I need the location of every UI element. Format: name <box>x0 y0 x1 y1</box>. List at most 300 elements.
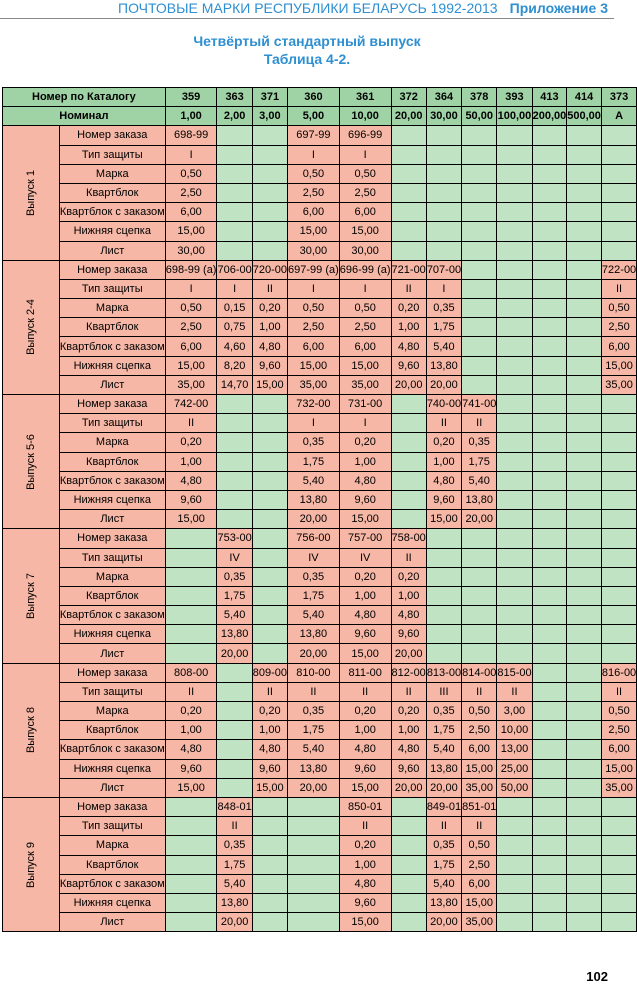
data-cell <box>497 433 532 452</box>
data-cell <box>532 356 567 375</box>
data-cell: 10,00 <box>497 721 532 740</box>
data-cell: I <box>288 145 340 164</box>
data-cell <box>462 164 497 183</box>
data-cell <box>567 299 602 318</box>
data-cell <box>497 356 532 375</box>
data-cell <box>165 586 217 605</box>
data-cell: II <box>601 682 636 701</box>
data-cell <box>532 433 567 452</box>
data-cell <box>426 203 461 222</box>
data-cell: 1,75 <box>288 721 340 740</box>
data-cell: 15,00 <box>601 759 636 778</box>
data-cell <box>497 395 532 414</box>
data-cell: 30,00 <box>339 241 391 260</box>
data-cell <box>601 471 636 490</box>
issue-group-name: Выпуск 1 <box>24 170 37 217</box>
data-cell <box>532 740 567 759</box>
data-cell <box>497 126 532 145</box>
data-cell <box>217 490 252 509</box>
data-cell <box>567 337 602 356</box>
data-cell <box>391 164 426 183</box>
row-label: Квартблок с заказом <box>59 203 165 222</box>
issue-group-name: Выпуск 7 <box>24 572 37 619</box>
table-row <box>3 279 637 298</box>
page-header <box>0 0 614 19</box>
data-cell <box>252 874 287 893</box>
data-cell <box>252 893 287 912</box>
data-cell: 0,50 <box>339 164 391 183</box>
data-cell: 35,00 <box>288 375 340 394</box>
data-cell <box>252 529 287 548</box>
data-cell <box>288 817 340 836</box>
data-cell: 5,40 <box>217 606 252 625</box>
data-cell: 2,50 <box>462 721 497 740</box>
table-row <box>3 893 637 912</box>
table-row <box>3 740 637 759</box>
data-cell <box>497 279 532 298</box>
data-cell: 697-99 (а) <box>288 260 340 279</box>
data-cell: 20,00 <box>288 778 340 797</box>
data-cell <box>567 452 602 471</box>
table-row <box>3 644 637 663</box>
data-cell <box>567 279 602 298</box>
nominal-cell: 3,00 <box>252 107 287 126</box>
data-cell: 0,35 <box>426 702 461 721</box>
data-cell: 35,00 <box>601 375 636 394</box>
data-cell: 0,20 <box>339 702 391 721</box>
data-cell <box>252 414 287 433</box>
data-cell <box>252 490 287 509</box>
data-cell: 9,60 <box>165 490 217 509</box>
table-row <box>3 126 637 145</box>
data-cell: 1,00 <box>165 452 217 471</box>
data-cell <box>532 797 567 816</box>
data-cell: 4,80 <box>339 471 391 490</box>
data-cell <box>217 145 252 164</box>
data-cell <box>391 471 426 490</box>
data-cell <box>165 548 217 567</box>
row-label: Нижняя сцепка <box>59 893 165 912</box>
row-label: Тип защиты <box>59 682 165 701</box>
data-cell: 20,00 <box>391 778 426 797</box>
data-cell <box>462 337 497 356</box>
data-cell <box>601 414 636 433</box>
data-cell <box>601 222 636 241</box>
data-cell <box>391 145 426 164</box>
data-cell <box>497 529 532 548</box>
data-cell <box>601 913 636 932</box>
data-cell <box>497 874 532 893</box>
data-cell <box>532 625 567 644</box>
data-cell: 9,60 <box>391 625 426 644</box>
table-row <box>3 702 637 721</box>
data-cell <box>601 548 636 567</box>
data-cell <box>532 682 567 701</box>
nominal-cell: А <box>601 107 636 126</box>
data-cell: 20,00 <box>217 913 252 932</box>
data-cell: 0,35 <box>288 433 340 452</box>
data-cell <box>462 126 497 145</box>
data-cell: 15,00 <box>252 778 287 797</box>
data-cell <box>567 893 602 912</box>
row-label: Номер заказа <box>59 260 165 279</box>
data-cell: 5,40 <box>288 740 340 759</box>
data-cell: 35,00 <box>601 778 636 797</box>
data-cell: 0,20 <box>252 702 287 721</box>
data-cell <box>426 625 461 644</box>
data-cell <box>532 126 567 145</box>
data-cell: 812-00 <box>391 663 426 682</box>
data-cell: 815-00 <box>497 663 532 682</box>
data-cell <box>601 586 636 605</box>
row-label: Тип защиты <box>59 548 165 567</box>
row-label: Марка <box>59 433 165 452</box>
row-label: Квартблок <box>59 318 165 337</box>
data-cell <box>567 740 602 759</box>
issue-group-label <box>3 663 60 797</box>
data-cell: 698-99 <box>165 126 217 145</box>
data-cell: I <box>288 414 340 433</box>
data-cell: 1,75 <box>217 586 252 605</box>
data-cell <box>165 644 217 663</box>
catalog-number-cell: 413 <box>532 88 567 107</box>
data-cell: 20,00 <box>426 375 461 394</box>
data-cell <box>532 414 567 433</box>
data-cell: 35,00 <box>462 913 497 932</box>
data-cell <box>532 606 567 625</box>
catalog-row <box>3 88 637 107</box>
data-cell <box>532 529 567 548</box>
data-cell <box>567 759 602 778</box>
data-cell: 1,00 <box>252 318 287 337</box>
data-cell: 850-01 <box>339 797 391 816</box>
data-cell <box>532 222 567 241</box>
data-cell <box>252 183 287 202</box>
data-cell: I <box>339 145 391 164</box>
table-row <box>3 606 637 625</box>
data-cell: 706-00 <box>217 260 252 279</box>
data-cell: 753-00 <box>217 529 252 548</box>
table-row <box>3 548 637 567</box>
data-cell: 0,50 <box>462 702 497 721</box>
page-number: 102 <box>586 969 608 984</box>
catalog-number-cell: 361 <box>339 88 391 107</box>
table-row <box>3 375 637 394</box>
data-cell: 1,00 <box>391 721 426 740</box>
data-cell: 50,00 <box>497 778 532 797</box>
issue-group-label <box>3 797 60 931</box>
data-cell <box>462 203 497 222</box>
data-cell <box>165 893 217 912</box>
data-cell <box>217 471 252 490</box>
data-cell: 0,35 <box>426 299 461 318</box>
data-cell: 5,40 <box>426 740 461 759</box>
data-cell <box>532 874 567 893</box>
data-cell <box>601 817 636 836</box>
issue-group-label <box>3 260 60 394</box>
data-cell: I <box>165 145 217 164</box>
nominal-cell: 1,00 <box>165 107 217 126</box>
data-cell <box>252 625 287 644</box>
table-row <box>3 356 637 375</box>
data-cell <box>252 644 287 663</box>
data-cell: 851-01 <box>462 797 497 816</box>
data-cell <box>165 567 217 586</box>
data-cell: 0,50 <box>462 836 497 855</box>
data-cell: 0,20 <box>165 433 217 452</box>
data-cell <box>532 203 567 222</box>
data-cell: IV <box>339 548 391 567</box>
data-cell <box>426 145 461 164</box>
data-cell: II <box>497 682 532 701</box>
data-cell: 758-00 <box>391 529 426 548</box>
data-cell: 0,50 <box>165 164 217 183</box>
data-cell: 1,00 <box>339 452 391 471</box>
data-cell: 6,00 <box>339 203 391 222</box>
data-cell: 698-99 (а) <box>165 260 217 279</box>
data-cell <box>567 836 602 855</box>
data-cell: 13,80 <box>288 759 340 778</box>
data-cell <box>497 490 532 509</box>
data-cell <box>567 203 602 222</box>
data-cell <box>217 721 252 740</box>
data-cell <box>601 529 636 548</box>
table-row <box>3 164 637 183</box>
data-cell: II <box>165 682 217 701</box>
data-cell: 4,80 <box>391 337 426 356</box>
data-cell <box>288 893 340 912</box>
row-label: Тип защиты <box>59 414 165 433</box>
data-cell: 5,40 <box>426 337 461 356</box>
catalog-number-cell: 360 <box>288 88 340 107</box>
data-cell: 13,80 <box>288 625 340 644</box>
data-cell <box>567 586 602 605</box>
table-row <box>3 452 637 471</box>
catalog-number-cell: 378 <box>462 88 497 107</box>
data-cell: 849-01 <box>426 797 461 816</box>
data-cell: 15,00 <box>426 510 461 529</box>
data-cell <box>497 817 532 836</box>
data-cell: 20,00 <box>288 510 340 529</box>
data-cell <box>391 241 426 260</box>
data-cell <box>567 702 602 721</box>
data-cell: 13,80 <box>288 490 340 509</box>
data-cell <box>532 241 567 260</box>
data-cell: II <box>252 279 287 298</box>
row-label: Марка <box>59 567 165 586</box>
data-cell <box>567 817 602 836</box>
data-cell <box>532 145 567 164</box>
data-cell: 9,60 <box>339 759 391 778</box>
catalog-number-cell: 359 <box>165 88 217 107</box>
data-cell: 6,00 <box>601 337 636 356</box>
data-cell <box>567 490 602 509</box>
table-row <box>3 299 637 318</box>
data-cell <box>497 260 532 279</box>
data-cell: 4,80 <box>165 471 217 490</box>
data-cell <box>217 395 252 414</box>
row-label: Лист <box>59 913 165 932</box>
data-cell <box>532 337 567 356</box>
data-cell <box>391 126 426 145</box>
data-cell: 0,15 <box>217 299 252 318</box>
data-cell: 35,00 <box>339 375 391 394</box>
data-cell: 707-00 <box>426 260 461 279</box>
data-cell: 2,50 <box>288 183 340 202</box>
nominal-cell: 500,00 <box>567 107 602 126</box>
data-cell <box>601 836 636 855</box>
data-cell <box>217 203 252 222</box>
data-cell: 1,75 <box>426 318 461 337</box>
data-cell <box>567 471 602 490</box>
data-cell <box>217 433 252 452</box>
data-cell <box>601 203 636 222</box>
row-label: Квартблок с заказом <box>59 471 165 490</box>
data-cell <box>217 682 252 701</box>
data-cell: 15,00 <box>165 510 217 529</box>
data-cell <box>497 337 532 356</box>
data-cell: 1,75 <box>462 452 497 471</box>
row-label: Нижняя сцепка <box>59 356 165 375</box>
data-cell: 0,35 <box>288 567 340 586</box>
nominal-cell: 30,00 <box>426 107 461 126</box>
data-cell: 2,50 <box>462 855 497 874</box>
data-cell <box>567 395 602 414</box>
data-cell <box>462 222 497 241</box>
data-cell: 721-00 <box>391 260 426 279</box>
data-cell <box>567 625 602 644</box>
page-title: Четвёртый стандартный выпуск <box>193 33 421 49</box>
data-cell <box>532 893 567 912</box>
row-label: Квартблок с заказом <box>59 606 165 625</box>
data-cell: 1,00 <box>165 721 217 740</box>
data-cell: 1,75 <box>217 855 252 874</box>
catalog-label: Номер по Каталогу <box>3 88 166 107</box>
row-label: Марка <box>59 836 165 855</box>
data-cell <box>252 164 287 183</box>
data-cell <box>462 260 497 279</box>
data-cell: 20,00 <box>462 510 497 529</box>
table-row <box>3 414 637 433</box>
data-cell: 20,00 <box>288 644 340 663</box>
data-cell <box>252 855 287 874</box>
data-cell <box>252 241 287 260</box>
data-cell <box>426 126 461 145</box>
data-cell: 15,00 <box>339 510 391 529</box>
data-cell: I <box>339 414 391 433</box>
data-cell <box>601 567 636 586</box>
data-cell <box>532 644 567 663</box>
issue-group-name: Выпуск 5-6 <box>24 433 37 490</box>
appendix-label: Приложение 3 <box>509 0 608 16</box>
data-cell: I <box>288 279 340 298</box>
data-cell <box>217 414 252 433</box>
data-cell: 1,75 <box>288 586 340 605</box>
row-label: Номер заказа <box>59 529 165 548</box>
data-cell: 6,00 <box>462 874 497 893</box>
row-label: Нижняя сцепка <box>59 759 165 778</box>
data-cell: 0,20 <box>339 836 391 855</box>
data-cell <box>426 241 461 260</box>
data-cell: 1,00 <box>426 452 461 471</box>
table-row <box>3 395 637 414</box>
nominal-row <box>3 107 637 126</box>
data-cell: 4,80 <box>165 740 217 759</box>
data-cell <box>532 490 567 509</box>
data-cell <box>532 299 567 318</box>
data-cell <box>601 625 636 644</box>
data-cell <box>462 625 497 644</box>
row-label: Марка <box>59 299 165 318</box>
data-cell: 0,50 <box>339 299 391 318</box>
data-cell <box>601 490 636 509</box>
data-cell <box>567 222 602 241</box>
data-cell: II <box>601 279 636 298</box>
table-row <box>3 318 637 337</box>
data-cell <box>567 855 602 874</box>
data-cell: 4,60 <box>217 337 252 356</box>
data-cell <box>532 663 567 682</box>
data-cell <box>391 874 426 893</box>
data-cell <box>601 874 636 893</box>
data-cell <box>217 663 252 682</box>
data-cell <box>217 241 252 260</box>
data-cell <box>165 913 217 932</box>
data-cell: 1,00 <box>339 721 391 740</box>
data-cell: 741-00 <box>462 395 497 414</box>
table-row <box>3 510 637 529</box>
data-cell: 0,20 <box>391 567 426 586</box>
data-cell <box>497 318 532 337</box>
data-cell <box>532 279 567 298</box>
data-cell: 5,40 <box>462 471 497 490</box>
data-cell <box>462 279 497 298</box>
data-cell: 0,20 <box>391 702 426 721</box>
data-cell <box>391 510 426 529</box>
data-cell <box>252 203 287 222</box>
row-label: Тип защиты <box>59 817 165 836</box>
data-cell <box>217 702 252 721</box>
data-cell <box>252 606 287 625</box>
data-cell: 0,20 <box>391 299 426 318</box>
data-cell <box>532 913 567 932</box>
data-cell: 816-00 <box>601 663 636 682</box>
data-cell <box>497 855 532 874</box>
data-cell <box>532 548 567 567</box>
issue-group-label <box>3 529 60 663</box>
row-label: Номер заказа <box>59 797 165 816</box>
data-cell <box>497 893 532 912</box>
data-cell <box>252 222 287 241</box>
data-cell <box>567 567 602 586</box>
data-cell <box>165 606 217 625</box>
data-cell: 13,80 <box>462 490 497 509</box>
data-cell <box>532 260 567 279</box>
data-cell <box>532 817 567 836</box>
data-cell: 6,00 <box>601 740 636 759</box>
data-cell <box>497 913 532 932</box>
nominal-cell: 20,00 <box>391 107 426 126</box>
data-cell: 9,60 <box>252 759 287 778</box>
data-cell: 6,00 <box>165 337 217 356</box>
data-cell <box>165 836 217 855</box>
data-cell: 808-00 <box>165 663 217 682</box>
table-subtitle: Таблица 4-2. <box>263 51 351 67</box>
issue-group-label <box>3 126 60 260</box>
data-cell: II <box>462 682 497 701</box>
data-cell: 9,60 <box>391 356 426 375</box>
data-cell <box>217 126 252 145</box>
